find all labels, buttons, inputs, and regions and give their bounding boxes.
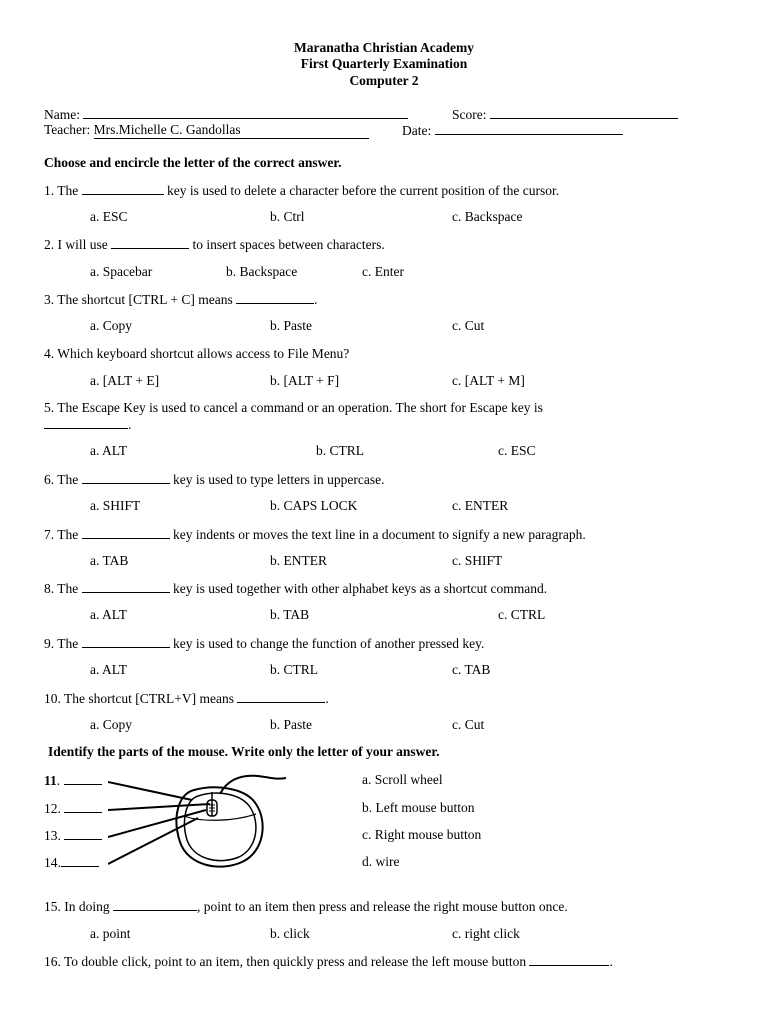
q1-choice-b[interactable]: b. Ctrl (270, 209, 305, 224)
name-field (44, 106, 408, 123)
q16-blank[interactable] (529, 953, 609, 966)
item-12-blank[interactable] (64, 800, 102, 813)
question-9 (44, 635, 484, 652)
q3-stem-post: . (314, 292, 318, 307)
name-label: Name: (44, 107, 80, 122)
teacher-name: Mrs.Michelle C. Gandollas (94, 122, 369, 139)
q5-choice-a[interactable]: a. ALT (90, 443, 127, 458)
answer-c: c. Right mouse button (362, 827, 482, 842)
q6-stem-pre: 6. The (44, 472, 79, 487)
mouse-item-14 (44, 854, 99, 871)
q8-stem-post: key is used together with other alphabet keys as a shortcut command. (173, 581, 548, 596)
q9-choice-a[interactable]: a. ALT (90, 662, 127, 677)
mouse-item-13 (44, 827, 102, 844)
score-blank[interactable] (490, 106, 678, 119)
q15-blank[interactable] (113, 898, 197, 911)
question-6 (44, 471, 384, 488)
q7-choice-b[interactable]: b. ENTER (270, 553, 327, 568)
q10-stem-post: . (325, 691, 329, 706)
q7-stem-pre: 7. The (44, 527, 79, 542)
q9-stem-post: key is used to change the function of another pressed key. (173, 636, 485, 651)
q7-stem-post: key indents or moves the text line in a document to signify a new paragraph. (173, 527, 586, 542)
q4-choice-a[interactable]: a. [ALT + E] (90, 373, 160, 388)
question-16 (44, 953, 613, 970)
q9-choice-b[interactable]: b. CTRL (270, 662, 319, 677)
mouse-wire (220, 776, 286, 794)
question-5: 5. The Escape Key is used to cancel a command or an operation. The short for Escape key is (44, 400, 543, 415)
q5-choice-c[interactable]: c. ESC (498, 443, 536, 458)
q3-choice-b[interactable]: b. Paste (270, 318, 312, 333)
q15-choice-b[interactable]: b. click (270, 926, 310, 941)
teacher-label: Teacher: (44, 122, 91, 137)
q4-choice-b[interactable]: b. [ALT + F] (270, 373, 340, 388)
question-4: 4. Which keyboard shortcut allows access to File Menu? (44, 346, 350, 361)
q1-stem-post: key is used to delete a character before the current position of the cursor. (167, 183, 560, 198)
q7-blank[interactable] (82, 526, 170, 539)
question-8 (44, 580, 547, 597)
q2-stem-pre: 2. I will use (44, 237, 108, 252)
q3-blank[interactable] (236, 291, 314, 304)
q15-stem-post: , point to an item then press and release the right mouse button once. (197, 899, 568, 914)
q5-stem-cont: . (128, 417, 132, 432)
q8-choice-c[interactable]: c. CTRL (498, 607, 546, 622)
q6-blank[interactable] (82, 471, 170, 484)
q4-choice-c[interactable]: c. [ALT + M] (452, 373, 525, 388)
answer-b: b. Left mouse button (362, 800, 475, 815)
q8-blank[interactable] (82, 580, 170, 593)
q2-choice-a[interactable]: a. Spacebar (90, 264, 153, 279)
item-12-number: 12. (44, 801, 61, 816)
section1-instruction: Choose and encircle the letter of the correct answer. (44, 155, 342, 170)
q9-stem-pre: 9. The (44, 636, 79, 651)
name-blank[interactable] (83, 106, 408, 119)
q15-stem-pre: 15. In doing (44, 899, 110, 914)
q9-choice-c[interactable]: c. TAB (452, 662, 491, 677)
q5-choice-b[interactable]: b. CTRL (316, 443, 365, 458)
item-11-blank[interactable] (64, 772, 102, 785)
question-5-cont (44, 416, 131, 433)
item-11-number: 11 (44, 773, 57, 788)
mouse-item-11 (44, 772, 102, 789)
q6-choice-b[interactable]: b. CAPS LOCK (270, 498, 358, 513)
answer-d: d. wire (362, 854, 400, 869)
q10-choice-c[interactable]: c. Cut (452, 717, 485, 732)
q15-choice-c[interactable]: c. right click (452, 926, 520, 941)
exam-title: First Quarterly Examination (300, 56, 468, 71)
q16-stem: 16. To double click, point to an item, then quickly press and release the left mouse button (44, 954, 527, 969)
q7-choice-a[interactable]: a. TAB (90, 553, 129, 568)
pointer-line-12 (108, 804, 210, 810)
item-14-number: 14. (44, 855, 61, 870)
q1-blank[interactable] (82, 182, 164, 195)
q6-choice-c[interactable]: c. ENTER (452, 498, 509, 513)
mouse-item-12 (44, 800, 102, 817)
q3-stem-pre: 3. The shortcut [CTRL + C] means (44, 292, 233, 307)
q3-choice-c[interactable]: c. Cut (452, 318, 485, 333)
item-13-number: 13. (44, 828, 61, 843)
question-15 (44, 898, 568, 915)
q1-stem-pre: 1. The (44, 183, 79, 198)
q1-choice-c[interactable]: c. Backspace (452, 209, 523, 224)
question-10 (44, 690, 329, 707)
school-name: Maranatha Christian Academy (294, 40, 474, 55)
item-14-blank[interactable] (61, 854, 99, 867)
pointer-line-11 (108, 782, 192, 800)
pointer-line-13 (108, 810, 206, 837)
section2-instruction: Identify the parts of the mouse. Write only the letter of your answer. (48, 744, 440, 759)
q6-choice-a[interactable]: a. SHIFT (90, 498, 141, 513)
q2-choice-b[interactable]: b. Backspace (226, 264, 298, 279)
question-1 (44, 182, 559, 199)
question-7 (44, 526, 586, 543)
q10-stem-pre: 10. The shortcut [CTRL+V] means (44, 691, 234, 706)
mouse-illustration (108, 770, 293, 880)
q15-choice-a[interactable]: a. point (90, 926, 131, 941)
q3-choice-a[interactable]: a. Copy (90, 318, 132, 333)
q2-stem-post: to insert spaces between characters. (192, 237, 385, 252)
q10-choice-a[interactable]: a. Copy (90, 717, 132, 732)
q8-choice-b[interactable]: b. TAB (270, 607, 310, 622)
q10-choice-b[interactable]: b. Paste (270, 717, 312, 732)
q16-stem-post: . (609, 954, 613, 969)
subject-title: Computer 2 (349, 73, 419, 88)
question-2 (44, 236, 385, 253)
date-field (402, 122, 623, 139)
item-13-blank[interactable] (64, 827, 102, 840)
mouse-body-inner (184, 793, 255, 861)
item-11-dot: . (56, 773, 61, 788)
q8-stem-pre: 8. The (44, 581, 79, 596)
date-blank[interactable] (435, 122, 623, 135)
q2-choice-c[interactable]: c. Enter (362, 264, 404, 279)
q6-stem-post: key is used to type letters in uppercase. (173, 472, 385, 487)
teacher-field (44, 122, 369, 139)
answer-a: a. Scroll wheel (362, 772, 443, 787)
q7-choice-c[interactable]: c. SHIFT (452, 553, 503, 568)
q1-choice-a[interactable]: a. ESC (90, 209, 128, 224)
q10-blank[interactable] (237, 690, 325, 703)
score-label: Score: (452, 107, 487, 122)
q9-blank[interactable] (82, 635, 170, 648)
q5-blank[interactable] (44, 416, 128, 429)
q8-choice-a[interactable]: a. ALT (90, 607, 127, 622)
score-field (452, 106, 678, 123)
date-label: Date: (402, 123, 432, 138)
question-3 (44, 291, 317, 308)
q2-blank[interactable] (111, 236, 189, 249)
